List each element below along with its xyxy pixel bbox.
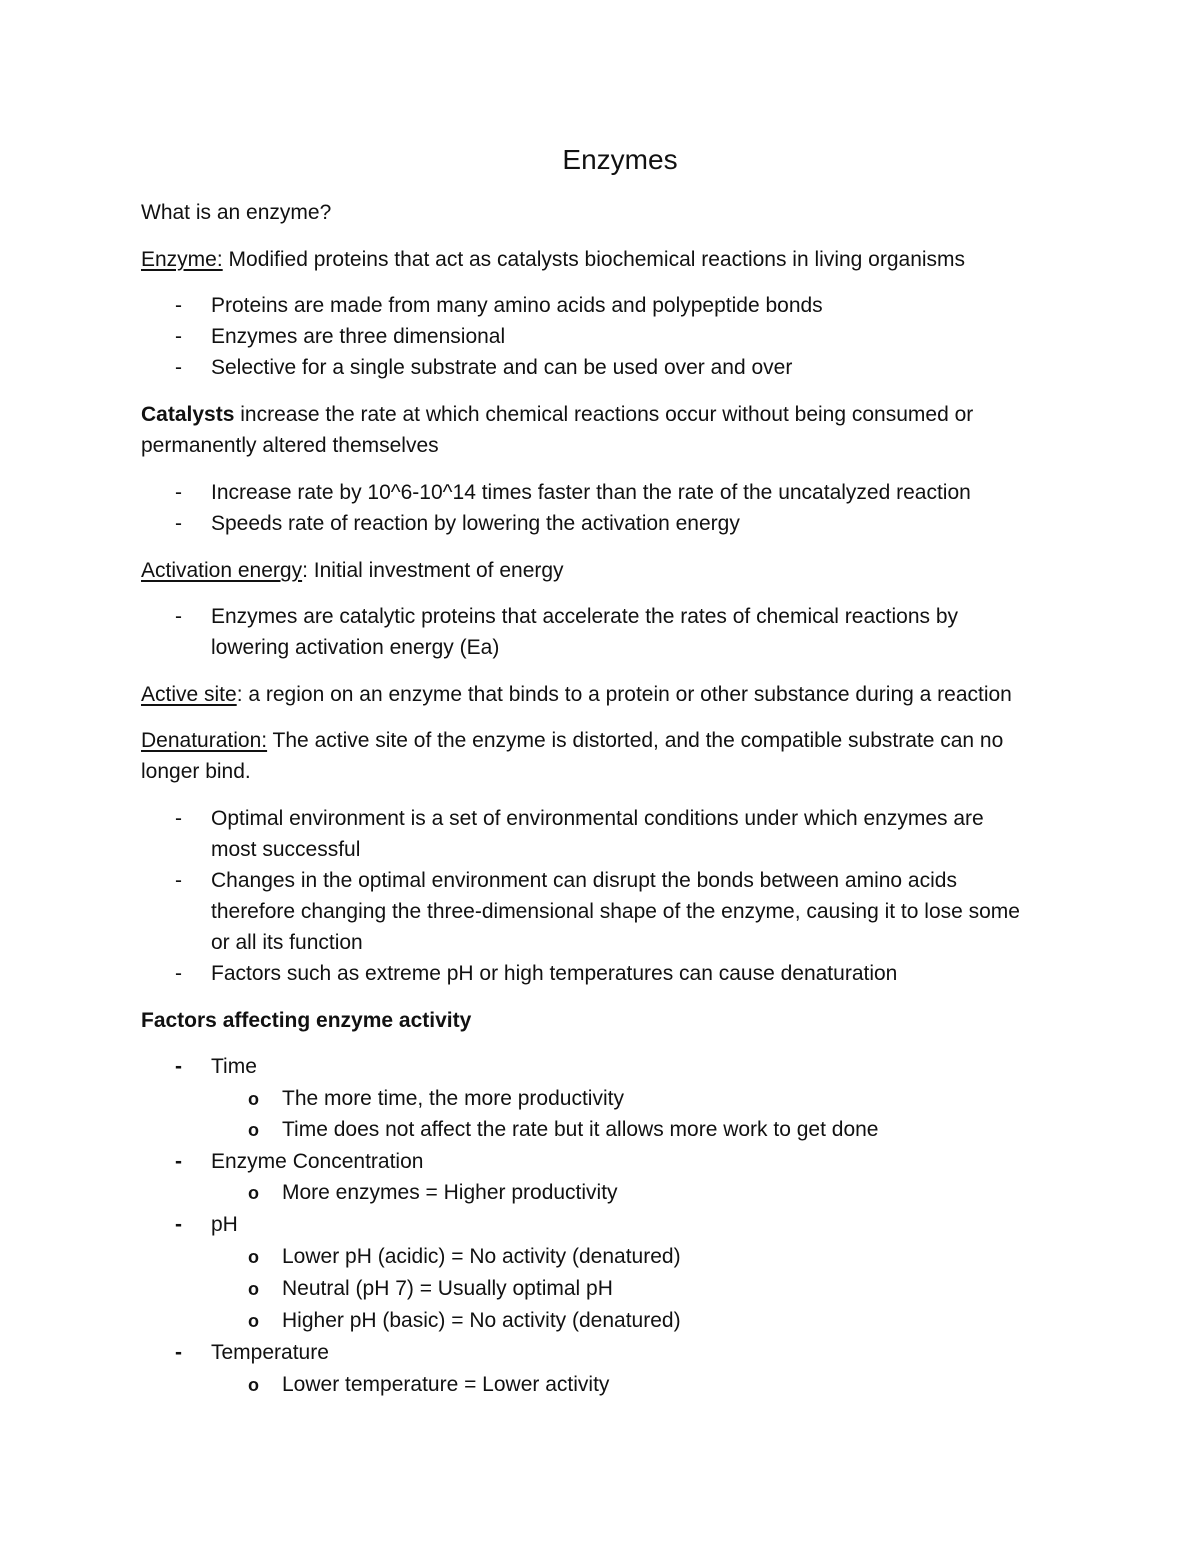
circle-bullet-icon: o xyxy=(248,1375,259,1395)
dash-bullet: - xyxy=(175,1055,182,1078)
list-item: Enzymes are three dimensional xyxy=(211,325,506,348)
circle-bullet-icon: o xyxy=(248,1183,259,1203)
circle-bullet-icon: o xyxy=(248,1279,259,1299)
denaturation-text: The active site of the enzyme is distorted, and the compatible substrate can no xyxy=(267,729,1004,752)
question-text: What is an enzyme? xyxy=(141,201,332,224)
dash-bullet: - xyxy=(175,605,182,628)
factor-concentration: Enzyme Concentration xyxy=(211,1150,424,1173)
dash-bullet: - xyxy=(175,1341,182,1364)
circle-bullet-icon: o xyxy=(248,1089,259,1109)
factors-heading: Factors affecting enzyme activity xyxy=(141,1009,472,1032)
sub-list-item: Time does not affect the rate but it allows more work to get done xyxy=(282,1118,879,1141)
active-site-definition xyxy=(141,681,1012,709)
dash-bullet: - xyxy=(175,807,182,830)
active-site-text: : a region on an enzyme that binds to a protein or other substance during a reaction xyxy=(236,683,1012,706)
sub-list-item: Higher pH (basic) = No activity (denatured) xyxy=(282,1309,681,1332)
dash-bullet: - xyxy=(175,356,182,379)
dash-bullet: - xyxy=(175,294,182,317)
list-item: Optimal environment is a set of environmental conditions under which enzymes are xyxy=(211,807,984,830)
denaturation-term: Denaturation: xyxy=(141,729,268,752)
circle-bullet-icon: o xyxy=(248,1311,259,1331)
list-item-cont: or all its function xyxy=(211,931,363,954)
list-item: Proteins are made from many amino acids and polypeptide bonds xyxy=(211,294,823,317)
factor-time: Time xyxy=(211,1055,257,1078)
list-item: Selective for a single substrate and can be used over and over xyxy=(211,356,793,379)
sub-list-item: More enzymes = Higher productivity xyxy=(282,1181,618,1204)
sub-list-item: Neutral (pH 7) = Usually optimal pH xyxy=(282,1277,613,1300)
factor-temperature: Temperature xyxy=(211,1341,329,1364)
list-item-cont: lowering activation energy (Ea) xyxy=(211,636,500,659)
list-item: Speeds rate of reaction by lowering the activation energy xyxy=(211,512,740,535)
active-site-term: Active site xyxy=(141,683,237,706)
dash-bullet: - xyxy=(175,869,182,892)
dash-bullet: - xyxy=(175,512,182,535)
circle-bullet-icon: o xyxy=(248,1120,259,1140)
sub-list-item: The more time, the more productivity xyxy=(282,1087,624,1110)
catalysts-paragraph xyxy=(141,401,973,429)
dash-bullet: - xyxy=(175,1213,182,1236)
dash-bullet: - xyxy=(175,962,182,985)
list-item: Increase rate by 10^6-10^14 times faster than the rate of the uncatalyzed reaction xyxy=(211,481,971,504)
list-item: Changes in the optimal environment can disrupt the bonds between amino acids xyxy=(211,869,957,892)
circle-bullet-icon: o xyxy=(248,1247,259,1267)
page-title: Enzymes xyxy=(562,144,678,175)
catalysts-term: Catalysts xyxy=(141,403,235,426)
sub-list-item: Lower temperature = Lower activity xyxy=(282,1373,610,1396)
list-item-cont: therefore changing the three-dimensional shape of the enzyme, causing it to lose some xyxy=(211,900,1020,923)
list-item: Factors such as extreme pH or high temperatures can cause denaturation xyxy=(211,962,898,985)
catalysts-text: increase the rate at which chemical reactions occur without being consumed or xyxy=(234,403,974,426)
activation-term: Activation energy xyxy=(141,559,303,582)
enzyme-definition xyxy=(141,246,965,274)
factor-ph: pH xyxy=(211,1213,238,1236)
denaturation-text-cont: longer bind. xyxy=(141,760,251,783)
list-item-cont: most successful xyxy=(211,838,361,861)
activation-energy-definition xyxy=(141,557,564,585)
dash-bullet: - xyxy=(175,1150,182,1173)
activation-text: : Initial investment of energy xyxy=(302,559,564,582)
enzyme-term: Enzyme: xyxy=(141,248,223,271)
catalysts-text-cont: permanently altered themselves xyxy=(141,434,439,457)
enzyme-text: Modified proteins that act as catalysts biochemical reactions in living organisms xyxy=(222,248,966,271)
dash-bullet: - xyxy=(175,325,182,348)
list-item: Enzymes are catalytic proteins that accelerate the rates of chemical reactions by xyxy=(211,605,959,628)
denaturation-definition xyxy=(141,727,1003,755)
dash-bullet: - xyxy=(175,481,182,504)
sub-list-item: Lower pH (acidic) = No activity (denatured) xyxy=(282,1245,681,1268)
